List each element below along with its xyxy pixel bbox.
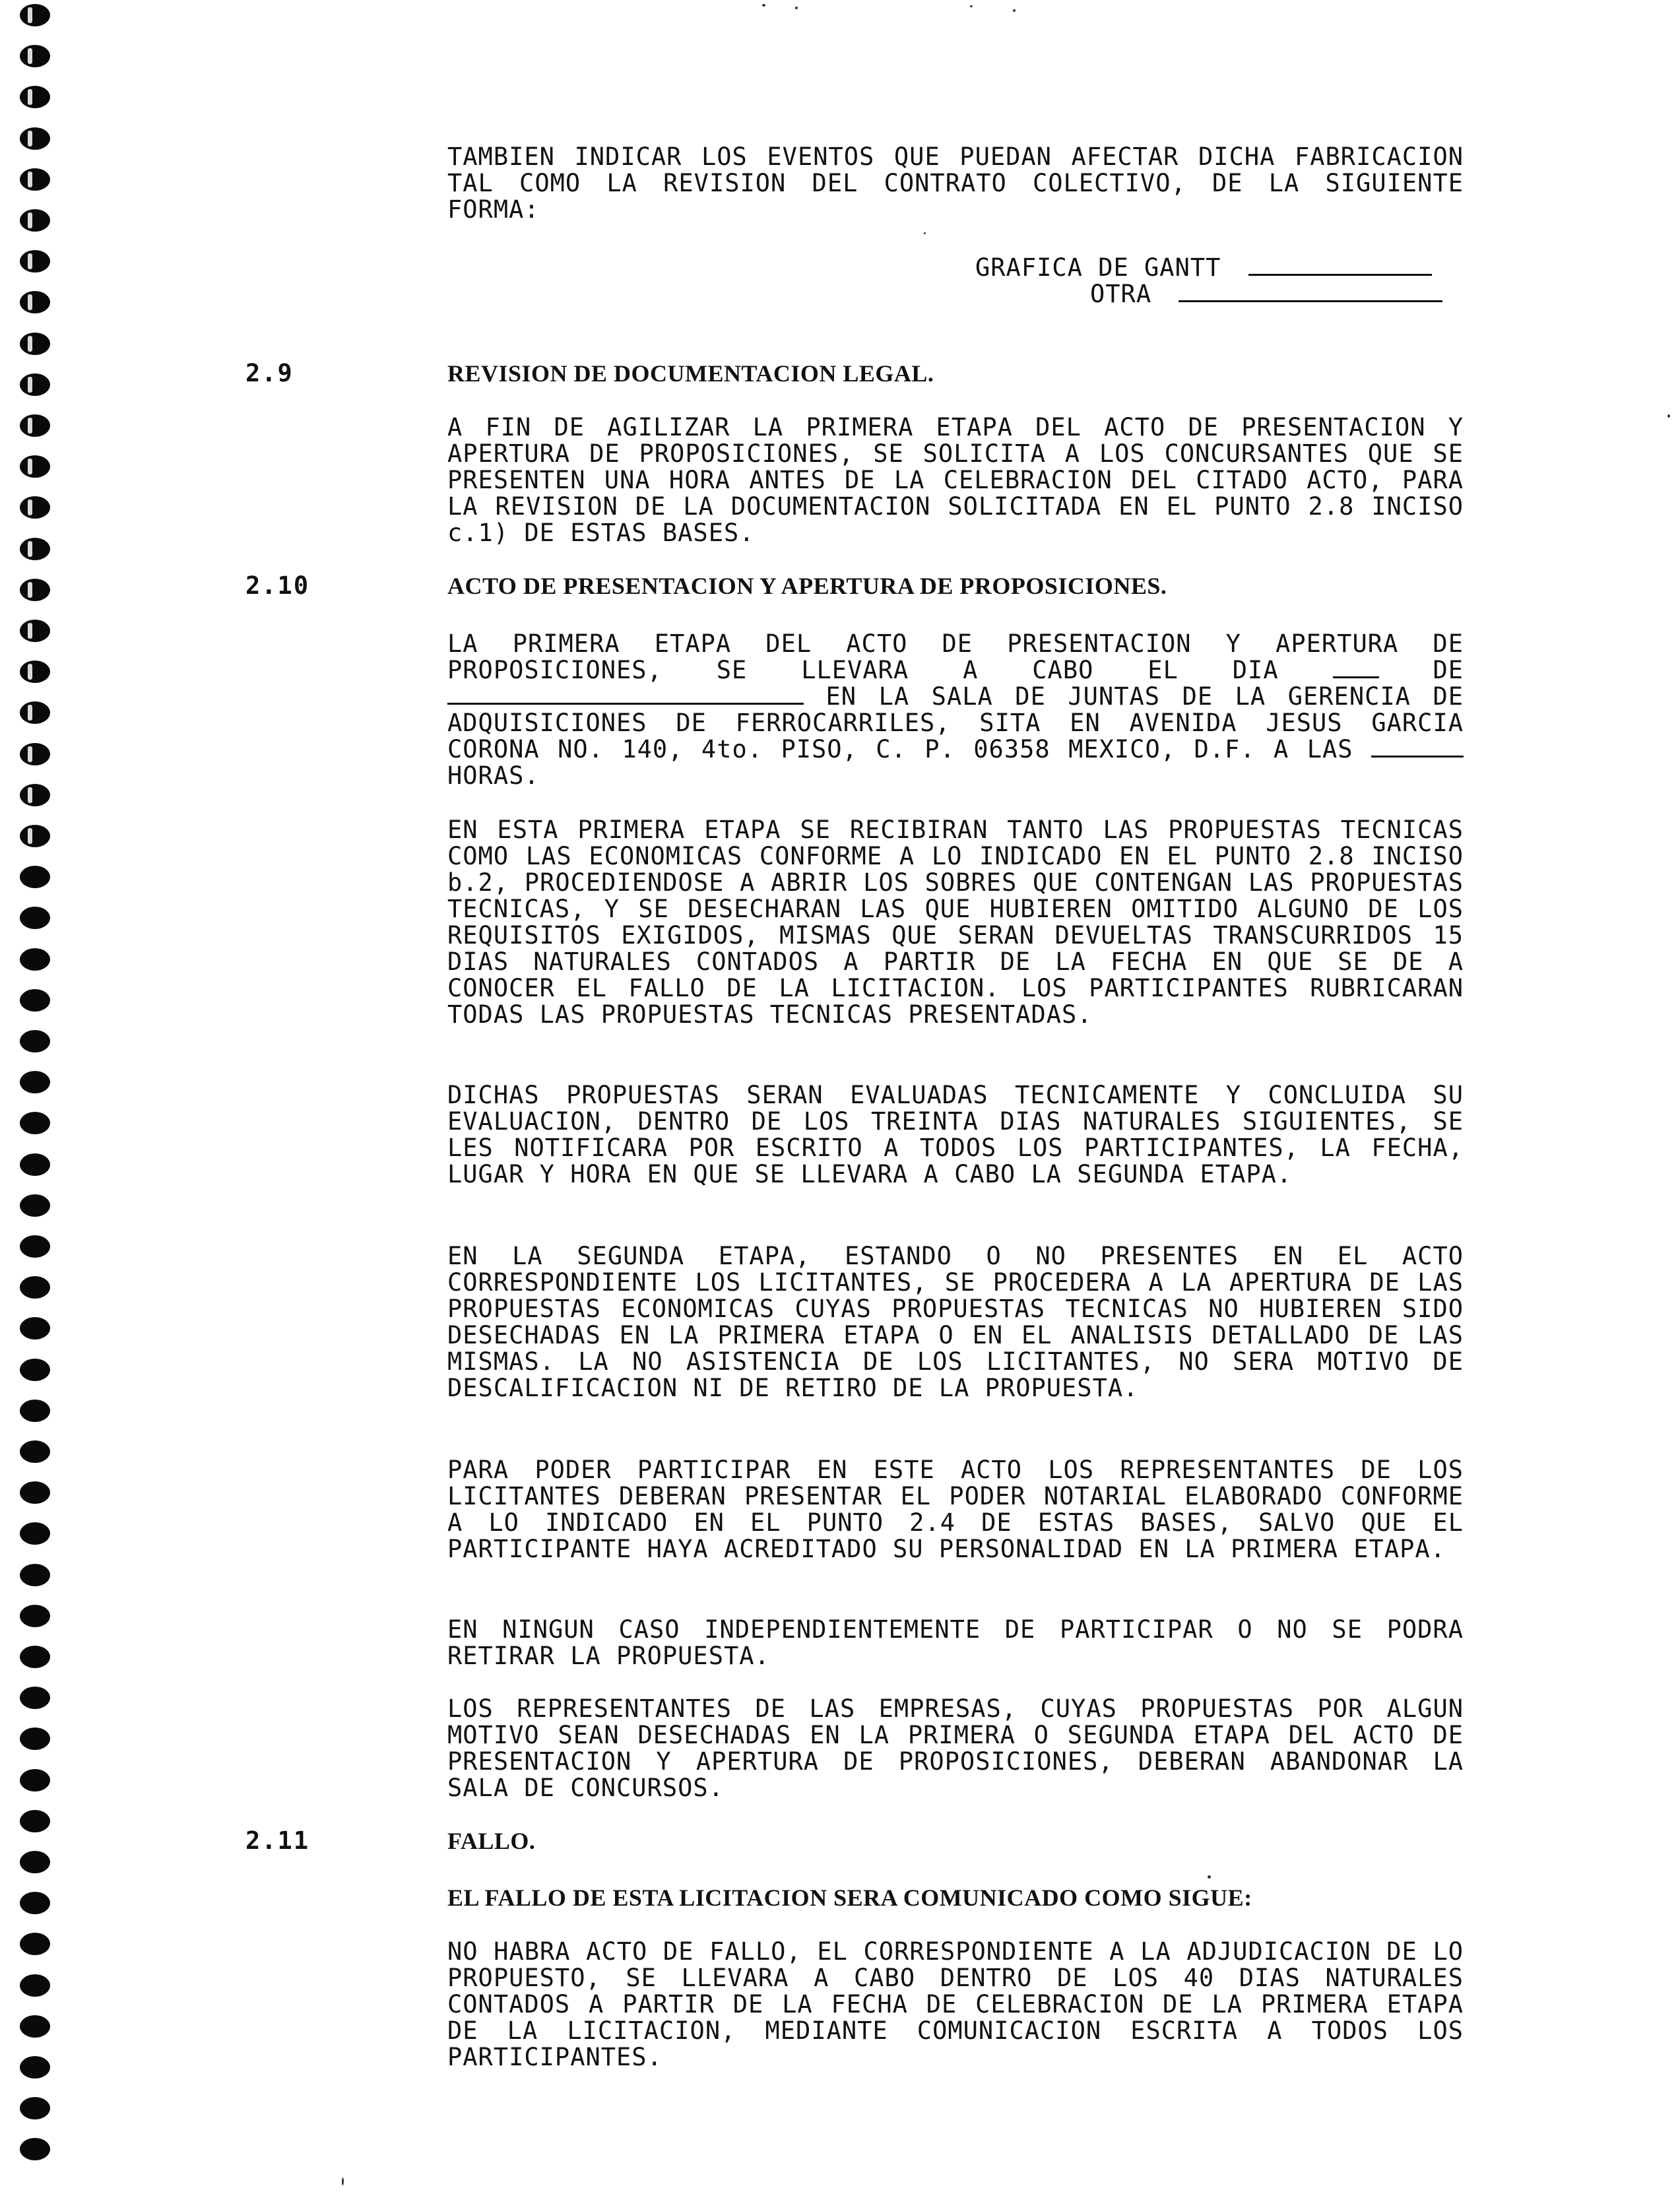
section-heading: ACTO DE PRESENTACION Y APERTURA DE PROPOSICIONES.	[447, 573, 1167, 599]
scan-speck	[1667, 414, 1670, 418]
binder-hole	[20, 127, 50, 150]
binder-hole	[20, 743, 50, 765]
scan-speck	[762, 4, 765, 7]
binder-hole	[20, 1892, 50, 1914]
section-heading: REVISION DE DOCUMENTACION LEGAL.	[447, 360, 934, 387]
binder-hole	[20, 373, 50, 396]
binder-hole	[20, 333, 50, 355]
binder-hole	[20, 4, 50, 26]
binder-hole	[20, 2015, 50, 2038]
binder-hole	[20, 1440, 50, 1463]
date-text-1: LA PRIMERA ETAPA DEL ACTO DE PRESENTACION Y APERTURA DE PROPOSICIONES, SE LLEVARA A CABO EL DIA	[447, 629, 1464, 684]
section-paragraph: EN LA SEGUNDA ETAPA, ESTANDO O NO PRESENTES EN EL ACTO CORRESPONDIENTE LOS LICITANTES, SE PROCEDERA A LA APERTURA DE LAS PROPUESTAS ECONOMICAS CUYAS PROPUESTAS TECNICAS NO HUBIEREN SIDO DESECHADAS EN LA PRIMERA ETAPA O EN EL ANALISIS DETALLADO DE LAS MISMAS. LA NO ASISTENCIA DE LOS LICITANTES, NO SERA MOTIVO DE DESCALIFICACION NI DE RETIRO DE LA PROPUESTA.	[447, 1242, 1464, 1402]
binder-hole	[20, 1810, 50, 1832]
binder-hole	[20, 250, 50, 273]
scan-speck	[924, 232, 926, 234]
binder-hole	[20, 620, 50, 642]
binder-hole	[20, 455, 50, 478]
binder-holes	[0, 0, 59, 2194]
scan-speck	[1208, 1875, 1211, 1879]
binder-hole	[20, 1359, 50, 1381]
binder-hole	[20, 1235, 50, 1258]
binder-hole	[20, 414, 50, 437]
intro-paragraph: TAMBIEN INDICAR LOS EVENTOS QUE PUEDAN AFECTAR DICHA FABRICACION TAL COMO LA REVISION DEL CONTRATO COLECTIVO, DE LA SIGUIENTE FORMA:	[447, 143, 1464, 224]
binder-hole	[20, 168, 50, 191]
gantt-option-label: GRAFICA DE GANTT	[975, 253, 1221, 282]
binder-hole	[20, 1153, 50, 1176]
section-paragraph: EN NINGUN CASO INDEPENDIENTEMENTE DE PARTICIPAR O NO SE PODRA RETIRAR LA PROPUESTA.	[447, 1615, 1464, 1670]
binder-hole	[20, 948, 50, 971]
binder-hole	[20, 1194, 50, 1217]
gantt-blank-line	[1248, 255, 1432, 276]
binder-hole	[20, 1727, 50, 1750]
section-paragraph: NO HABRA ACTO DE FALLO, EL CORRESPONDIENTE A LA ADJUDICACION DE LO PROPUESTO, SE LLEVARA A CABO DENTRO DE LOS 40 DIAS NATURALES CONTADOS A PARTIR DE LA FECHA DE CELEBRACION DE LA PRIMERA ETAPA DE LA LICITACION, MEDIANTE COMUNICACION ESCRITA A TODOS LOS PARTICIPANTES.	[447, 1937, 1464, 2071]
binder-hole	[20, 1605, 50, 1627]
binder-hole	[20, 661, 50, 683]
binder-hole	[20, 1276, 50, 1299]
section-paragraph: PARA PODER PARTICIPAR EN ESTE ACTO LOS REPRESENTANTES DE LOS LICITANTES DEBERAN PRESENTAR EL PODER NOTARIAL ELABORADO CONFORME A LO INDICADO EN EL PUNTO 2.4 DE ESTAS BASES, SALVO QUE EL PARTICIPANTE HAYA ACREDITADO SU PERSONALIDAD EN LA PRIMERA ETAPA.	[447, 1456, 1464, 1563]
binder-hole	[20, 1112, 50, 1134]
binder-hole	[20, 1522, 50, 1545]
binder-hole	[20, 784, 50, 806]
binder-hole	[20, 825, 50, 847]
date-text-3: EN LA SALA DE JUNTAS DE LA GERENCIA DE ADQUISICIONES DE FERROCARRILES, SITA EN AVENIDA JESUS GARCIA CORONA NO. 140, 4to. PISO, C. P. 06358 MEXICO, D.F. A LAS	[447, 682, 1464, 763]
scan-speck	[342, 2178, 344, 2185]
other-blank-line	[1179, 282, 1442, 302]
binder-hole	[20, 1071, 50, 1093]
binder-hole	[20, 496, 50, 519]
scan-speck	[970, 5, 973, 7]
month-blank-line	[447, 684, 804, 705]
binder-hole	[20, 2056, 50, 2079]
binder-hole	[20, 1933, 50, 1955]
binder-hole	[20, 1564, 50, 1586]
binder-hole	[20, 2097, 50, 2119]
section-heading: FALLO.	[447, 1828, 536, 1854]
section-paragraph: DICHAS PROPUESTAS SERAN EVALUADAS TECNICAMENTE Y CONCLUIDA SU EVALUACION, DENTRO DE LOS TREINTA DIAS NATURALES SIGUIENTES, SE LES NOTIFICARA POR ESCRITO A TODOS LOS PARTICIPANTES, LA FECHA, LUGAR Y HORA EN QUE SE LLEVARA A CABO LA SEGUNDA ETAPA.	[447, 1081, 1464, 1188]
binder-hole	[20, 907, 50, 929]
date-text-2: DE	[1433, 656, 1464, 684]
section-number: 2.9	[245, 359, 294, 387]
hour-blank-line	[1371, 737, 1464, 758]
binder-hole	[20, 1400, 50, 1422]
other-option-label: OTRA	[1090, 280, 1152, 308]
binder-hole	[20, 1646, 50, 1668]
section-paragraph: EN ESTA PRIMERA ETAPA SE RECIBIRAN TANTO LAS PROPUESTAS TECNICAS COMO LAS ECONOMICAS CONFORME A LO INDICADO EN EL PUNTO 2.8 INCISO b.2, PROCEDIENDOSE A ABRIR LOS SOBRES QUE CONTENGAN LAS PROPUESTAS TECNICAS, Y SE DESECHARAN LAS QUE HUBIEREN OMITIDO ALGUNO DE LOS REQUISITOS EXIGIDOS, MISMAS QUE SERAN DEVUELTAS TRANSCURRIDOS 15 DIAS NATURALES CONTADOS A PARTIR DE LA FECHA EN QUE SE DE A CONOCER EL FALLO DE LA LICITACION. LOS PARTICIPANTES RUBRICARAN TODAS LAS PROPUESTAS TECNICAS PRESENTADAS.	[447, 816, 1464, 1029]
binder-hole	[20, 1481, 50, 1504]
binder-hole	[20, 86, 50, 108]
date-place-paragraph	[447, 631, 1464, 789]
binder-hole	[20, 1769, 50, 1791]
binder-hole	[20, 1317, 50, 1339]
binder-hole	[20, 1030, 50, 1052]
binder-hole	[20, 291, 50, 313]
scan-speck	[1013, 9, 1016, 12]
section-number: 2.10	[245, 571, 310, 600]
section-subheading: EL FALLO DE ESTA LICITACION SERA COMUNICADO COMO SIGUE:	[447, 1885, 1252, 1911]
binder-hole	[20, 701, 50, 724]
binder-hole	[20, 45, 50, 67]
scan-speck	[795, 7, 798, 9]
section-paragraph: LOS REPRESENTANTES DE LAS EMPRESAS, CUYAS PROPUESTAS POR ALGUN MOTIVO SEAN DESECHADAS EN LA PRIMERA O SEGUNDA ETAPA DEL ACTO DE PRESENTACION Y APERTURA DE PROPOSICIONES, DEBERAN ABANDONAR LA SALA DE CONCURSOS.	[447, 1694, 1464, 1802]
binder-hole	[20, 989, 50, 1012]
binder-hole	[20, 1851, 50, 1873]
section-paragraph: A FIN DE AGILIZAR LA PRIMERA ETAPA DEL ACTO DE PRESENTACION Y APERTURA DE PROPOSICIONES, SE SOLICITA A LOS CONCURSANTES QUE SE PRESENTEN UNA HORA ANTES DE LA CELEBRACION DEL CITADO ACTO, PARA LA REVISION DE LA DOCUMENTACION SOLICITADA EN EL PUNTO 2.8 INCISO c.1) DE ESTAS BASES.	[447, 413, 1464, 547]
binder-hole	[20, 538, 50, 560]
other-option	[1090, 281, 1442, 307]
gantt-option	[975, 255, 1432, 281]
binder-hole	[20, 866, 50, 888]
binder-hole	[20, 1974, 50, 1997]
binder-hole	[20, 2138, 50, 2160]
binder-hole	[20, 1687, 50, 1709]
day-blank-line	[1333, 658, 1379, 678]
binder-hole	[20, 209, 50, 232]
binder-hole	[20, 579, 50, 601]
section-number: 2.11	[245, 1826, 310, 1855]
date-text-4: HORAS.	[447, 761, 540, 790]
